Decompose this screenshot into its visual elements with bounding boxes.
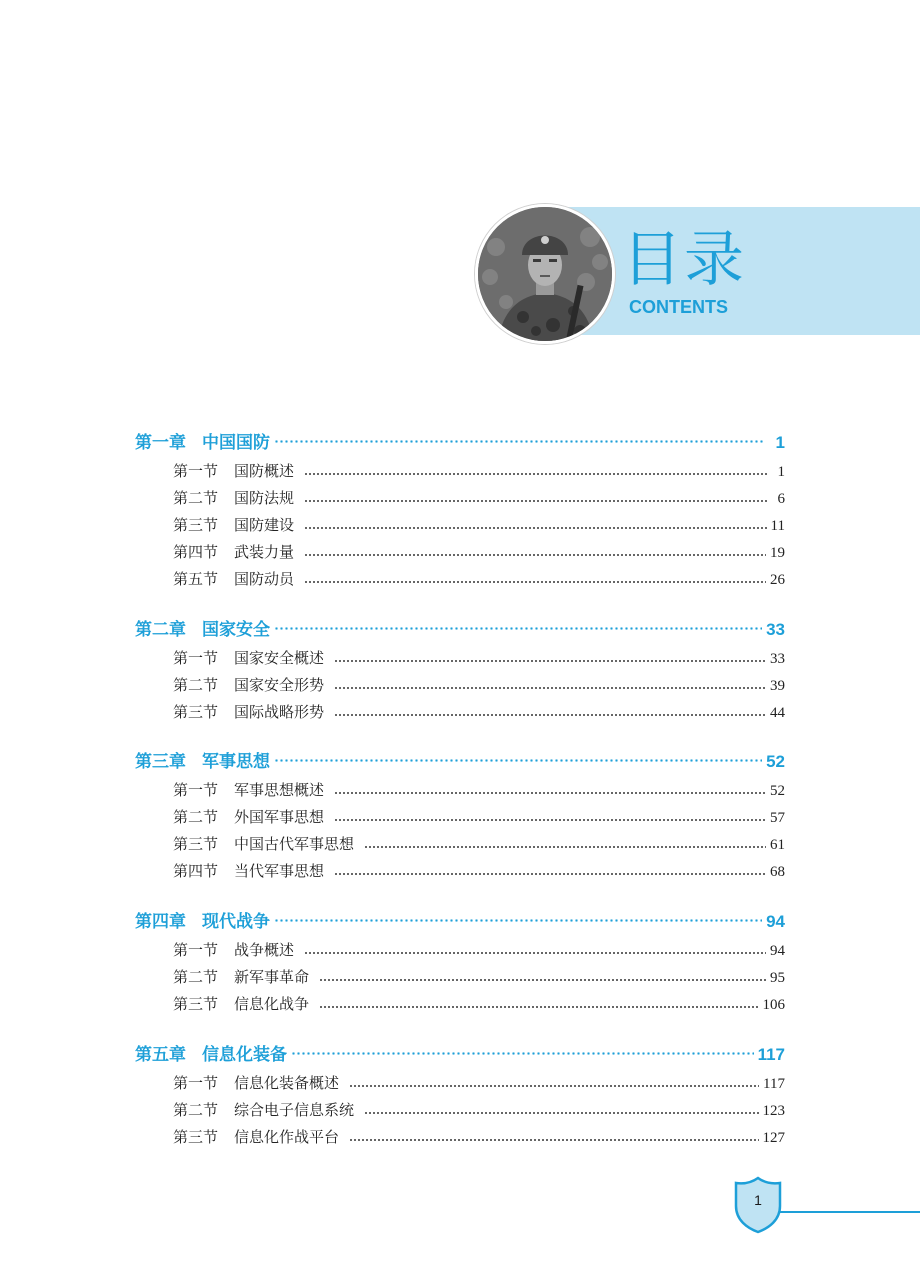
chapter-title: 信息化装备	[202, 1045, 287, 1065]
section-page: 11	[770, 518, 785, 534]
section-page: 52	[770, 783, 785, 799]
leader-dots	[349, 1139, 758, 1141]
section-number: 第三节	[173, 703, 219, 721]
section-title: 国防法规	[234, 489, 295, 507]
section-entry[interactable]	[173, 647, 785, 669]
toc-title: 目录	[622, 225, 746, 295]
section-entry[interactable]	[173, 1126, 785, 1148]
leader-dots	[334, 660, 766, 662]
section-number: 第四节	[173, 862, 219, 880]
toc-subtitle: CONTENTS	[629, 297, 728, 317]
section-entry[interactable]	[173, 674, 785, 696]
section-title: 国防建设	[234, 516, 295, 534]
chapter-entry[interactable]	[135, 907, 785, 931]
leader-dots	[274, 627, 762, 630]
leader-dots	[304, 500, 767, 502]
chapter-page: 94	[766, 912, 785, 931]
section-entry[interactable]	[173, 1072, 785, 1094]
chapter-entry[interactable]	[135, 1040, 785, 1064]
section-number: 第二节	[173, 968, 219, 986]
section-title: 外国军事思想	[234, 808, 325, 826]
section-entry[interactable]	[173, 806, 785, 828]
section-entry[interactable]	[173, 1099, 785, 1121]
section-title: 国家安全概述	[234, 649, 325, 667]
section-title: 信息化装备概述	[234, 1074, 340, 1092]
chapter-page: 117	[757, 1045, 785, 1064]
chapter-number: 第五章	[135, 1045, 186, 1065]
section-entry[interactable]	[173, 860, 785, 882]
section-page: 57	[770, 810, 785, 826]
chapter-page: 1	[775, 433, 785, 452]
chapter-number: 第一章	[135, 433, 186, 453]
section-entry[interactable]	[173, 541, 785, 563]
section-entry[interactable]	[173, 514, 785, 536]
soldier-photo	[475, 204, 615, 344]
leader-dots	[349, 1085, 759, 1087]
page-number: 1	[754, 1192, 762, 1208]
section-title: 信息化战争	[234, 995, 310, 1013]
section-page: 39	[770, 678, 785, 694]
section-number: 第三节	[173, 835, 219, 853]
section-title: 国际战略形势	[234, 703, 325, 721]
section-title: 武装力量	[234, 543, 295, 561]
section-entry[interactable]	[173, 487, 785, 509]
section-entry[interactable]	[173, 966, 785, 988]
section-title: 军事思想概述	[234, 781, 325, 799]
section-page: 33	[770, 651, 785, 667]
leader-dots	[304, 473, 767, 475]
section-page: 6	[777, 491, 785, 507]
section-title: 综合电子信息系统	[234, 1101, 355, 1119]
leader-dots	[334, 687, 766, 689]
section-page: 123	[762, 1103, 785, 1119]
section-page: 117	[763, 1076, 785, 1092]
section-number: 第三节	[173, 995, 219, 1013]
section-page: 44	[770, 705, 785, 721]
chapter-title: 现代战争	[202, 912, 270, 932]
section-page: 127	[762, 1130, 785, 1146]
section-entry[interactable]	[173, 460, 785, 482]
section-title: 国防概述	[234, 462, 295, 480]
section-number: 第三节	[173, 1128, 219, 1146]
section-number: 第一节	[173, 941, 219, 959]
leader-dots	[364, 846, 766, 848]
section-entry[interactable]	[173, 833, 785, 855]
section-number: 第二节	[173, 489, 219, 507]
section-number: 第一节	[173, 781, 219, 799]
leader-dots	[291, 1052, 754, 1055]
section-number: 第一节	[173, 649, 219, 667]
leader-dots	[304, 527, 767, 529]
section-title: 当代军事思想	[234, 862, 325, 880]
section-entry[interactable]	[173, 939, 785, 961]
section-title: 新军事革命	[234, 968, 310, 986]
section-entry[interactable]	[173, 568, 785, 590]
section-entry[interactable]	[173, 993, 785, 1015]
section-number: 第二节	[173, 1101, 219, 1119]
chapter-page: 33	[766, 620, 785, 639]
chapter-entry[interactable]	[135, 615, 785, 639]
chapter-number: 第四章	[135, 912, 186, 932]
section-number: 第四节	[173, 543, 219, 561]
section-page: 106	[762, 997, 785, 1013]
leader-dots	[364, 1112, 758, 1114]
section-page: 26	[770, 572, 785, 588]
section-entry[interactable]	[173, 701, 785, 723]
chapter-title: 国家安全	[202, 620, 270, 640]
section-number: 第二节	[173, 676, 219, 694]
leader-dots	[319, 1006, 758, 1008]
chapter-title: 中国国防	[202, 433, 270, 453]
chapter-title: 军事思想	[202, 752, 270, 772]
section-page: 1	[777, 464, 785, 480]
leader-dots	[334, 714, 766, 716]
section-number: 第五节	[173, 570, 219, 588]
section-title: 信息化作战平台	[234, 1128, 340, 1146]
leader-dots	[334, 792, 766, 794]
leader-dots	[274, 440, 763, 443]
leader-dots	[274, 759, 762, 762]
leader-dots	[319, 979, 766, 981]
section-number: 第一节	[173, 1074, 219, 1092]
section-title: 国防动员	[234, 570, 295, 588]
section-page: 95	[770, 970, 785, 986]
leader-dots	[304, 952, 766, 954]
section-number: 第一节	[173, 462, 219, 480]
chapter-number: 第三章	[135, 752, 186, 772]
leader-dots	[274, 919, 762, 922]
leader-dots	[304, 554, 766, 556]
footer-rule	[776, 1211, 920, 1213]
section-page: 61	[770, 837, 785, 853]
section-number: 第三节	[173, 516, 219, 534]
section-number: 第二节	[173, 808, 219, 826]
section-page: 94	[770, 943, 785, 959]
section-title: 战争概述	[234, 941, 295, 959]
chapter-entry[interactable]	[135, 428, 785, 452]
section-title: 中国古代军事思想	[234, 835, 355, 853]
leader-dots	[334, 819, 766, 821]
section-title: 国家安全形势	[234, 676, 325, 694]
leader-dots	[304, 581, 766, 583]
leader-dots	[334, 873, 766, 875]
section-page: 19	[770, 545, 785, 561]
section-entry[interactable]	[173, 779, 785, 801]
section-page: 68	[770, 864, 785, 880]
chapter-page: 52	[766, 752, 785, 771]
chapter-number: 第二章	[135, 620, 186, 640]
soldier-portrait-icon	[478, 207, 612, 341]
chapter-entry[interactable]	[135, 747, 785, 771]
